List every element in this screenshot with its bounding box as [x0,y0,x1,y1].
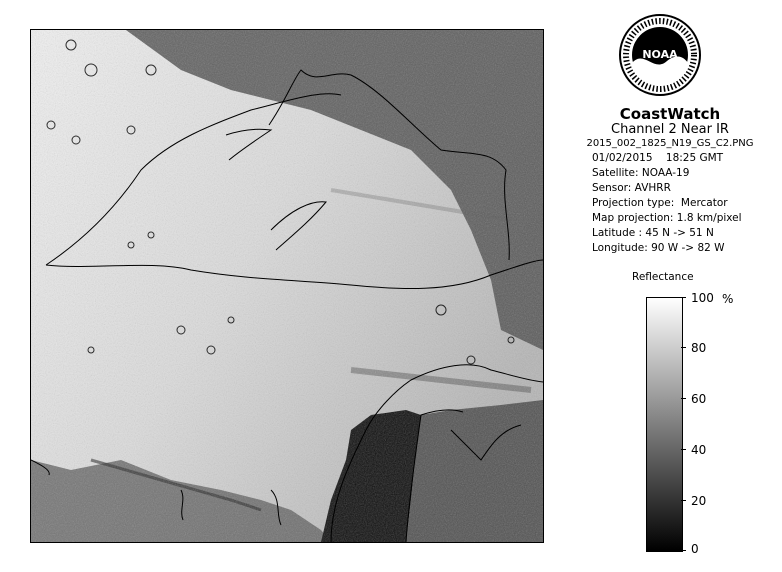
longitude: Longitude: 90 W -> 82 W [592,242,725,254]
colorbar [646,297,683,552]
tick-label-0: 0 [691,542,699,556]
sensor: Sensor: AVHRR [592,182,671,194]
tick-40 [681,449,686,450]
noaa-logo [619,11,701,99]
info-panel [560,106,780,256]
date-time [592,151,780,166]
tick-60 [681,398,686,399]
map-projection: Map projection: 1.8 km/pixel [592,212,742,224]
tick-label-100: 100 [691,291,714,305]
logo-text: NOAA [642,48,678,61]
colorbar-unit: % [722,292,734,306]
tick-20 [681,500,686,501]
tick-label-80: 80 [691,341,707,355]
tick-0 [681,550,686,551]
date: 01/02/2015 [592,152,653,164]
tick-label-60: 60 [691,392,707,406]
filename: 2015_002_1825_N19_GS_C2.PNG [586,138,754,149]
satellite-image-svg [31,30,543,542]
tick-label-20: 20 [691,494,707,508]
colorbar-ticks [681,297,691,552]
colorbar-label: Reflectance [632,271,694,283]
time: 18:25 GMT [665,152,724,164]
satellite-image [30,29,544,543]
product-subtitle: Channel 2 Near IR [611,122,729,137]
tick-100 [681,297,686,298]
projection-type: Projection type: Mercator [592,197,728,209]
tick-80 [681,347,686,348]
latitude: Latitude : 45 N -> 51 N [592,227,714,239]
tick-label-40: 40 [691,443,707,457]
brand-title: CoastWatch [619,105,721,123]
satellite: Satellite: NOAA-19 [592,167,690,179]
